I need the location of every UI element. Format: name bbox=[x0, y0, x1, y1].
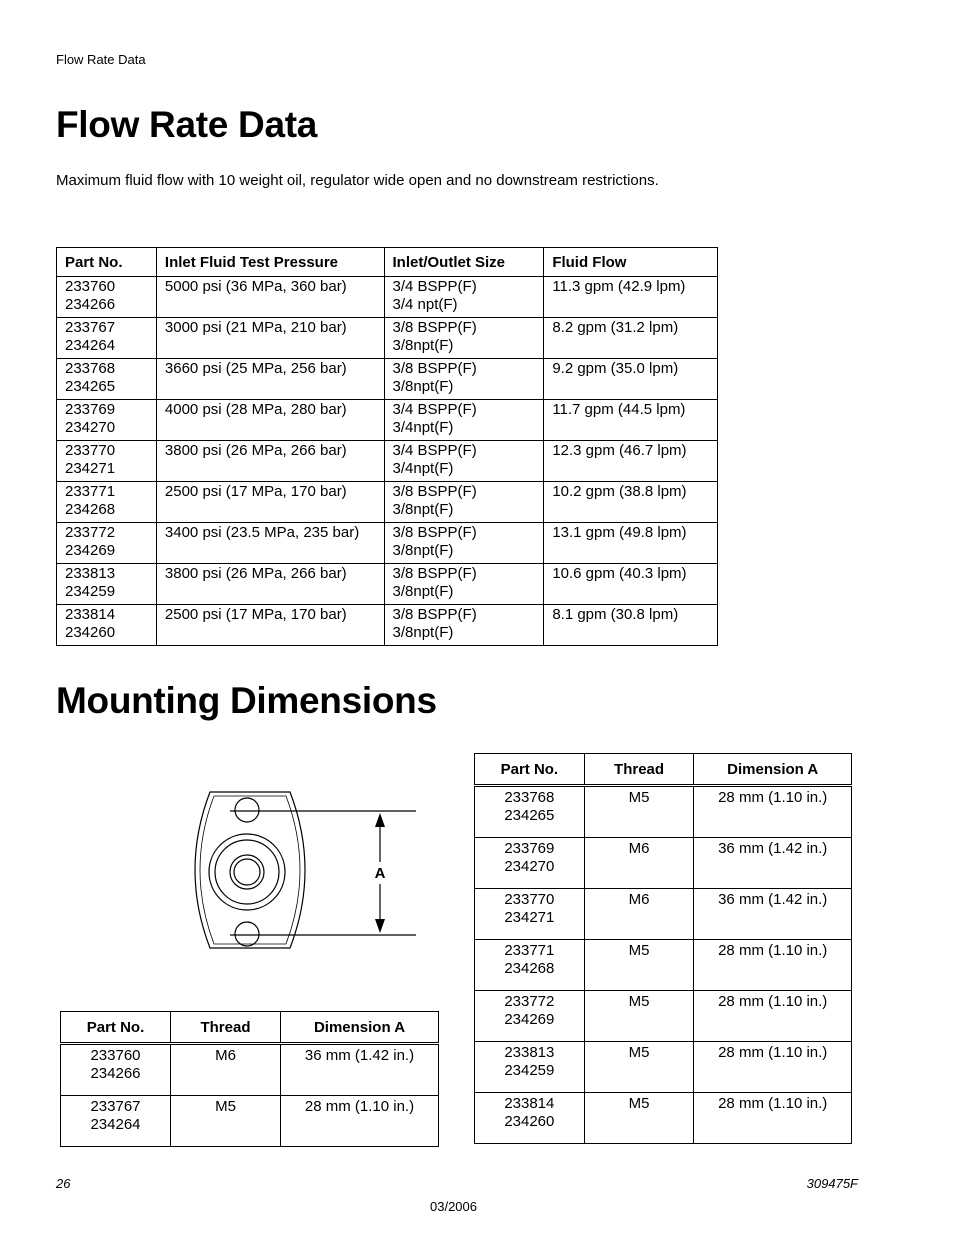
thread-cell: M6 bbox=[171, 1044, 281, 1096]
flow-cell: 8.1 gpm (30.8 lpm) bbox=[544, 605, 718, 646]
thread-cell: M5 bbox=[584, 1093, 694, 1144]
mounting-table-left bbox=[60, 1011, 439, 1147]
dim-right-header bbox=[475, 754, 852, 786]
pressure-cell: 3800 psi (26 MPa, 266 bar) bbox=[156, 564, 384, 605]
table-row bbox=[57, 441, 718, 482]
flow-cell: 10.6 gpm (40.3 lpm) bbox=[544, 564, 718, 605]
flow-cell: 8.2 gpm (31.2 lpm) bbox=[544, 318, 718, 359]
middle-ring bbox=[215, 840, 279, 904]
flow-table-body bbox=[57, 277, 718, 646]
pressure-cell: 3000 psi (21 MPa, 210 bar) bbox=[156, 318, 384, 359]
table-row bbox=[475, 991, 852, 1042]
table-row bbox=[61, 1096, 439, 1147]
table-row bbox=[475, 889, 852, 940]
dimension-cell: 36 mm (1.42 in.) bbox=[281, 1044, 439, 1096]
arrow-down bbox=[375, 919, 385, 933]
dimension-cell: 36 mm (1.42 in.) bbox=[694, 889, 852, 940]
thread-cell: M5 bbox=[584, 786, 694, 838]
pressure-cell: 2500 psi (17 MPa, 170 bar) bbox=[156, 482, 384, 523]
running-header: Flow Rate Data bbox=[56, 52, 146, 67]
outer-ring bbox=[209, 834, 285, 910]
dimension-label: A bbox=[374, 865, 386, 882]
flow-table-header bbox=[57, 248, 718, 277]
flow-cell: 11.7 gpm (44.5 lpm) bbox=[544, 400, 718, 441]
table-row bbox=[475, 786, 852, 838]
thread-cell: M5 bbox=[584, 991, 694, 1042]
part-number-cell: 233814 234260 bbox=[57, 605, 157, 646]
part-number-cell: 233772 234269 bbox=[475, 991, 585, 1042]
dimension-cell: 28 mm (1.10 in.) bbox=[694, 786, 852, 838]
column-header: Dimension A bbox=[694, 754, 852, 786]
table-row bbox=[57, 605, 718, 646]
size-cell: 3/8 BSPP(F) 3/8npt(F) bbox=[384, 564, 544, 605]
hole-top bbox=[235, 798, 259, 822]
size-cell: 3/8 BSPP(F) 3/8npt(F) bbox=[384, 359, 544, 400]
column-header: Part No. bbox=[475, 754, 585, 786]
part-number-cell: 233767 234264 bbox=[61, 1096, 171, 1147]
flow-rate-table bbox=[56, 247, 718, 646]
part-number-cell: 233769 234270 bbox=[475, 838, 585, 889]
table-row bbox=[57, 359, 718, 400]
thread-cell: M5 bbox=[171, 1096, 281, 1147]
dimension-cell: 28 mm (1.10 in.) bbox=[694, 1042, 852, 1093]
dim-left-header bbox=[61, 1012, 439, 1044]
table-row bbox=[57, 523, 718, 564]
column-header: Part No. bbox=[57, 248, 157, 277]
part-number-cell: 233768 234265 bbox=[57, 359, 157, 400]
part-number-cell: 233772 234269 bbox=[57, 523, 157, 564]
size-cell: 3/8 BSPP(F) 3/8npt(F) bbox=[384, 605, 544, 646]
core-ring bbox=[234, 859, 260, 885]
thread-cell: M5 bbox=[584, 1042, 694, 1093]
table-row bbox=[475, 1042, 852, 1093]
dim-left-body bbox=[61, 1044, 439, 1147]
size-cell: 3/8 BSPP(F) 3/8npt(F) bbox=[384, 318, 544, 359]
mounting-dimensions-title: Mounting Dimensions bbox=[56, 680, 437, 721]
part-number-cell: 233771 234268 bbox=[57, 482, 157, 523]
part-number-cell: 233767 234264 bbox=[57, 318, 157, 359]
thread-cell: M5 bbox=[584, 940, 694, 991]
mounting-drawing bbox=[170, 780, 420, 960]
table-row bbox=[475, 940, 852, 991]
flow-cell: 10.2 gpm (38.8 lpm) bbox=[544, 482, 718, 523]
dimension-cell: 36 mm (1.42 in.) bbox=[694, 838, 852, 889]
hole-bottom bbox=[235, 922, 259, 946]
dimension-cell: 28 mm (1.10 in.) bbox=[694, 991, 852, 1042]
pressure-cell: 3660 psi (25 MPa, 256 bar) bbox=[156, 359, 384, 400]
arrow-up bbox=[375, 813, 385, 827]
table-row bbox=[57, 564, 718, 605]
table-row bbox=[57, 318, 718, 359]
pressure-cell: 4000 psi (28 MPa, 280 bar) bbox=[156, 400, 384, 441]
flow-cell: 9.2 gpm (35.0 lpm) bbox=[544, 359, 718, 400]
table-row bbox=[57, 400, 718, 441]
pressure-cell: 2500 psi (17 MPa, 170 bar) bbox=[156, 605, 384, 646]
inner-ring bbox=[230, 855, 264, 889]
column-header: Part No. bbox=[61, 1012, 171, 1044]
flow-cell: 12.3 gpm (46.7 lpm) bbox=[544, 441, 718, 482]
flow-rate-title: Flow Rate Data bbox=[56, 104, 318, 145]
column-header: Inlet/Outlet Size bbox=[384, 248, 544, 277]
part-number-cell: 233770 234271 bbox=[57, 441, 157, 482]
thread-cell: M6 bbox=[584, 889, 694, 940]
column-header: Dimension A bbox=[281, 1012, 439, 1044]
size-cell: 3/8 BSPP(F) 3/8npt(F) bbox=[384, 523, 544, 564]
flow-cell: 13.1 gpm (49.8 lpm) bbox=[544, 523, 718, 564]
part-number-cell: 233770 234271 bbox=[475, 889, 585, 940]
part-number-cell: 233769 234270 bbox=[57, 400, 157, 441]
table-row bbox=[475, 838, 852, 889]
size-cell: 3/4 BSPP(F) 3/4npt(F) bbox=[384, 400, 544, 441]
flange-outline bbox=[195, 792, 305, 948]
column-header: Thread bbox=[584, 754, 694, 786]
part-number-cell: 233771 234268 bbox=[475, 940, 585, 991]
table-row bbox=[61, 1044, 439, 1096]
dimension-cell: 28 mm (1.10 in.) bbox=[694, 940, 852, 991]
size-cell: 3/4 BSPP(F) 3/4 npt(F) bbox=[384, 277, 544, 318]
size-cell: 3/4 BSPP(F) 3/4npt(F) bbox=[384, 441, 544, 482]
size-cell: 3/8 BSPP(F) 3/8npt(F) bbox=[384, 482, 544, 523]
pressure-cell: 5000 psi (36 MPa, 360 bar) bbox=[156, 277, 384, 318]
pressure-cell: 3800 psi (26 MPa, 266 bar) bbox=[156, 441, 384, 482]
flow-rate-intro: Maximum fluid flow with 10 weight oil, regulator wide open and no downstream restrictions. bbox=[56, 172, 659, 189]
table-row bbox=[57, 277, 718, 318]
page-number: 26 bbox=[56, 1176, 71, 1191]
table-row bbox=[57, 482, 718, 523]
part-number-cell: 233760 234266 bbox=[57, 277, 157, 318]
part-number-cell: 233814 234260 bbox=[475, 1093, 585, 1144]
dimension-cell: 28 mm (1.10 in.) bbox=[281, 1096, 439, 1147]
dimension-cell: 28 mm (1.10 in.) bbox=[694, 1093, 852, 1144]
part-number-cell: 233813 234259 bbox=[57, 564, 157, 605]
document-number: 309475F bbox=[806, 1176, 858, 1191]
column-header: Thread bbox=[171, 1012, 281, 1044]
part-number-cell: 233760 234266 bbox=[61, 1044, 171, 1096]
flow-cell: 11.3 gpm (42.9 lpm) bbox=[544, 277, 718, 318]
column-header: Inlet Fluid Test Pressure bbox=[156, 248, 384, 277]
dim-right-body bbox=[475, 786, 852, 1144]
part-number-cell: 233813 234259 bbox=[475, 1042, 585, 1093]
part-number-cell: 233768 234265 bbox=[475, 786, 585, 838]
mounting-table-right bbox=[474, 753, 852, 1144]
document-date: 03/2006 bbox=[430, 1199, 477, 1214]
column-header: Fluid Flow bbox=[544, 248, 718, 277]
table-row bbox=[475, 1093, 852, 1144]
thread-cell: M6 bbox=[584, 838, 694, 889]
pressure-cell: 3400 psi (23.5 MPa, 235 bar) bbox=[156, 523, 384, 564]
